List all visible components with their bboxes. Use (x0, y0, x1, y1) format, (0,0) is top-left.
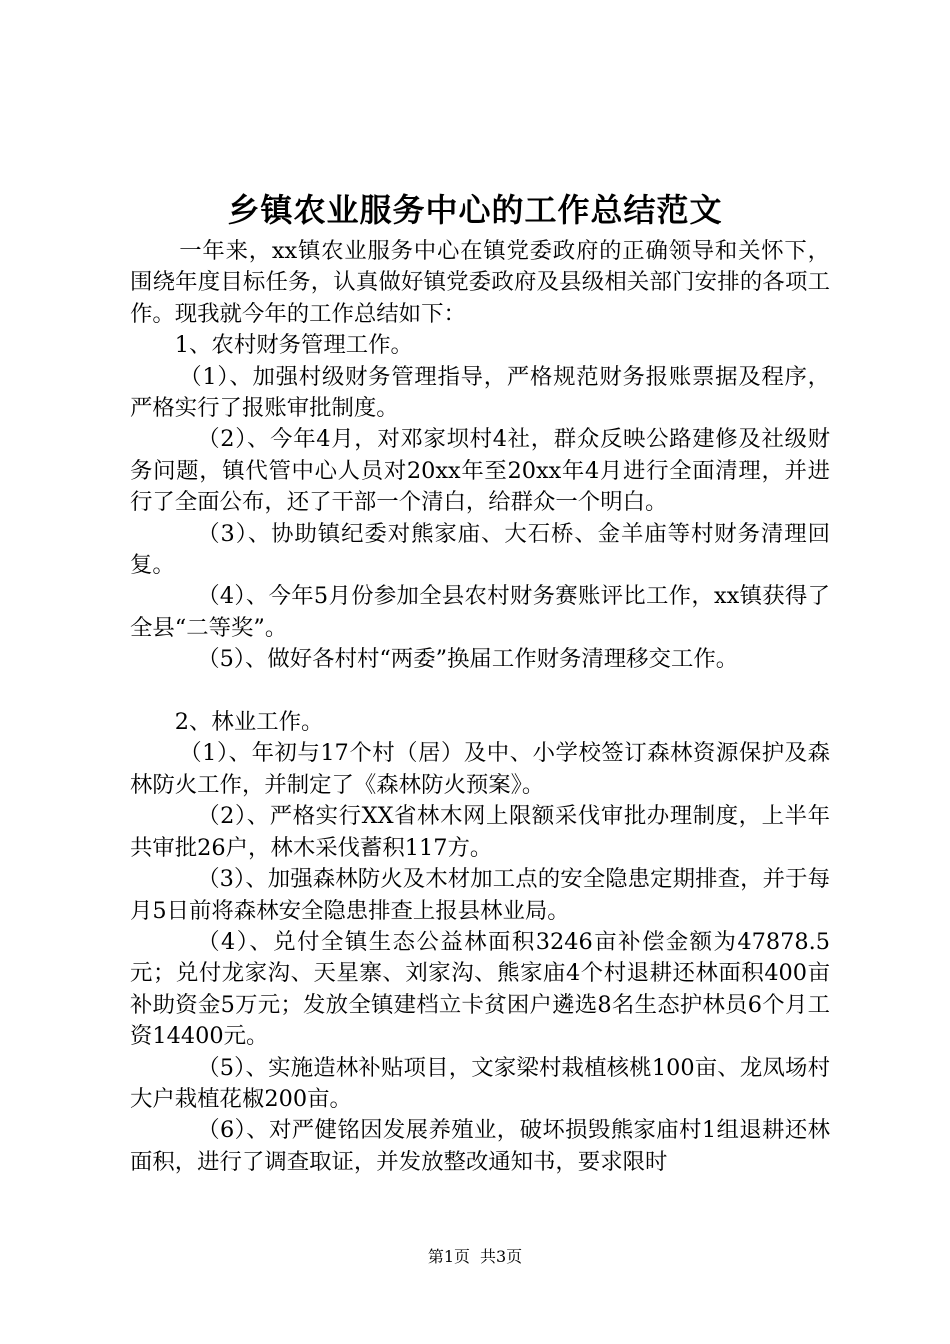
section-heading-finance: 1、农村财务管理工作。 (174, 332, 413, 359)
document-title: 乡镇农业服务中心的工作总结范文 (227, 191, 723, 229)
paragraph-forestry-4: （4）、兑付全镇生态公益林面积3246亩补偿金额为47878.5元；兑付龙家沟、天星寨、刘家沟、熊家庙4个村退耕还林面积400亩补助资金5万元；发放全镇建档立卡贫困户遴选8名生态护林员6个月工资14400元。 (130, 928, 830, 1050)
page-footer (0, 1246, 950, 1268)
paragraph-forestry-3: （3）、加强森林防火及木材加工点的安全隐患定期排查，并于每月5日前将森林安全隐患排查上报县林业局。 (130, 866, 830, 924)
paragraph-forestry-1: （1）、年初与17个村（居）及中、小学校签订森林资源保护及森林防火工作，并制定了《森林防火预案》。 (130, 740, 830, 798)
document-body (130, 236, 830, 1178)
page-number-current: 第1页 (427, 1247, 470, 1266)
paragraph-intro: 一年来，xx镇农业服务中心在镇党委政府的正确领导和关怀下，围绕年度目标任务，认真做好镇党委政府及县级相关部门安排的各项工作。现我就今年的工作总结如下： (130, 238, 830, 327)
paragraph-forestry-6: （6）、对严健铭因发展养殖业，破坏损毁熊家庙村1组退耕还林面积，进行了调查取证，并发放整改通知书，要求限时 (130, 1117, 830, 1175)
paragraph-finance-2: （2）、今年4月，对邓家坝村4社，群众反映公路建修及社级财务问题，镇代管中心人员对20xx年至20xx年4月进行全面清理，并进行了全面公布，还了干部一个清白，给群众一个明白。 (130, 426, 830, 516)
paragraph-finance-3: （3）、协助镇纪委对熊家庙、大石桥、金羊庙等村财务清理回复。 (130, 520, 830, 579)
paragraph-finance-4: （4）、今年5月份参加全县农村财务赛账评比工作，xx镇获得了全县“二等奖”。 (130, 583, 830, 641)
blank-line (130, 676, 830, 707)
paragraph-finance-1: （1）、加强村级财务管理指导，严格规范财务报账票据及程序，严格实行了报账审批制度。 (130, 363, 830, 422)
paragraph-forestry-2: （2）、严格实行XX省林木网上限额采伐审批办理制度，上半年共审批26户，林木采伐蓄积117方。 (130, 803, 830, 861)
page-number-total: 共3页 (480, 1247, 523, 1266)
section-heading-forestry: 2、林业工作。 (174, 709, 324, 736)
paragraph-finance-5: （5）、做好各村村“两委”换届工作财务清理移交工作。 (197, 646, 739, 673)
paragraph-forestry-5: （5）、实施造林补贴项目，文家梁村栽植核桃100亩、龙凤场村大户栽植花椒200亩。 (130, 1054, 830, 1112)
